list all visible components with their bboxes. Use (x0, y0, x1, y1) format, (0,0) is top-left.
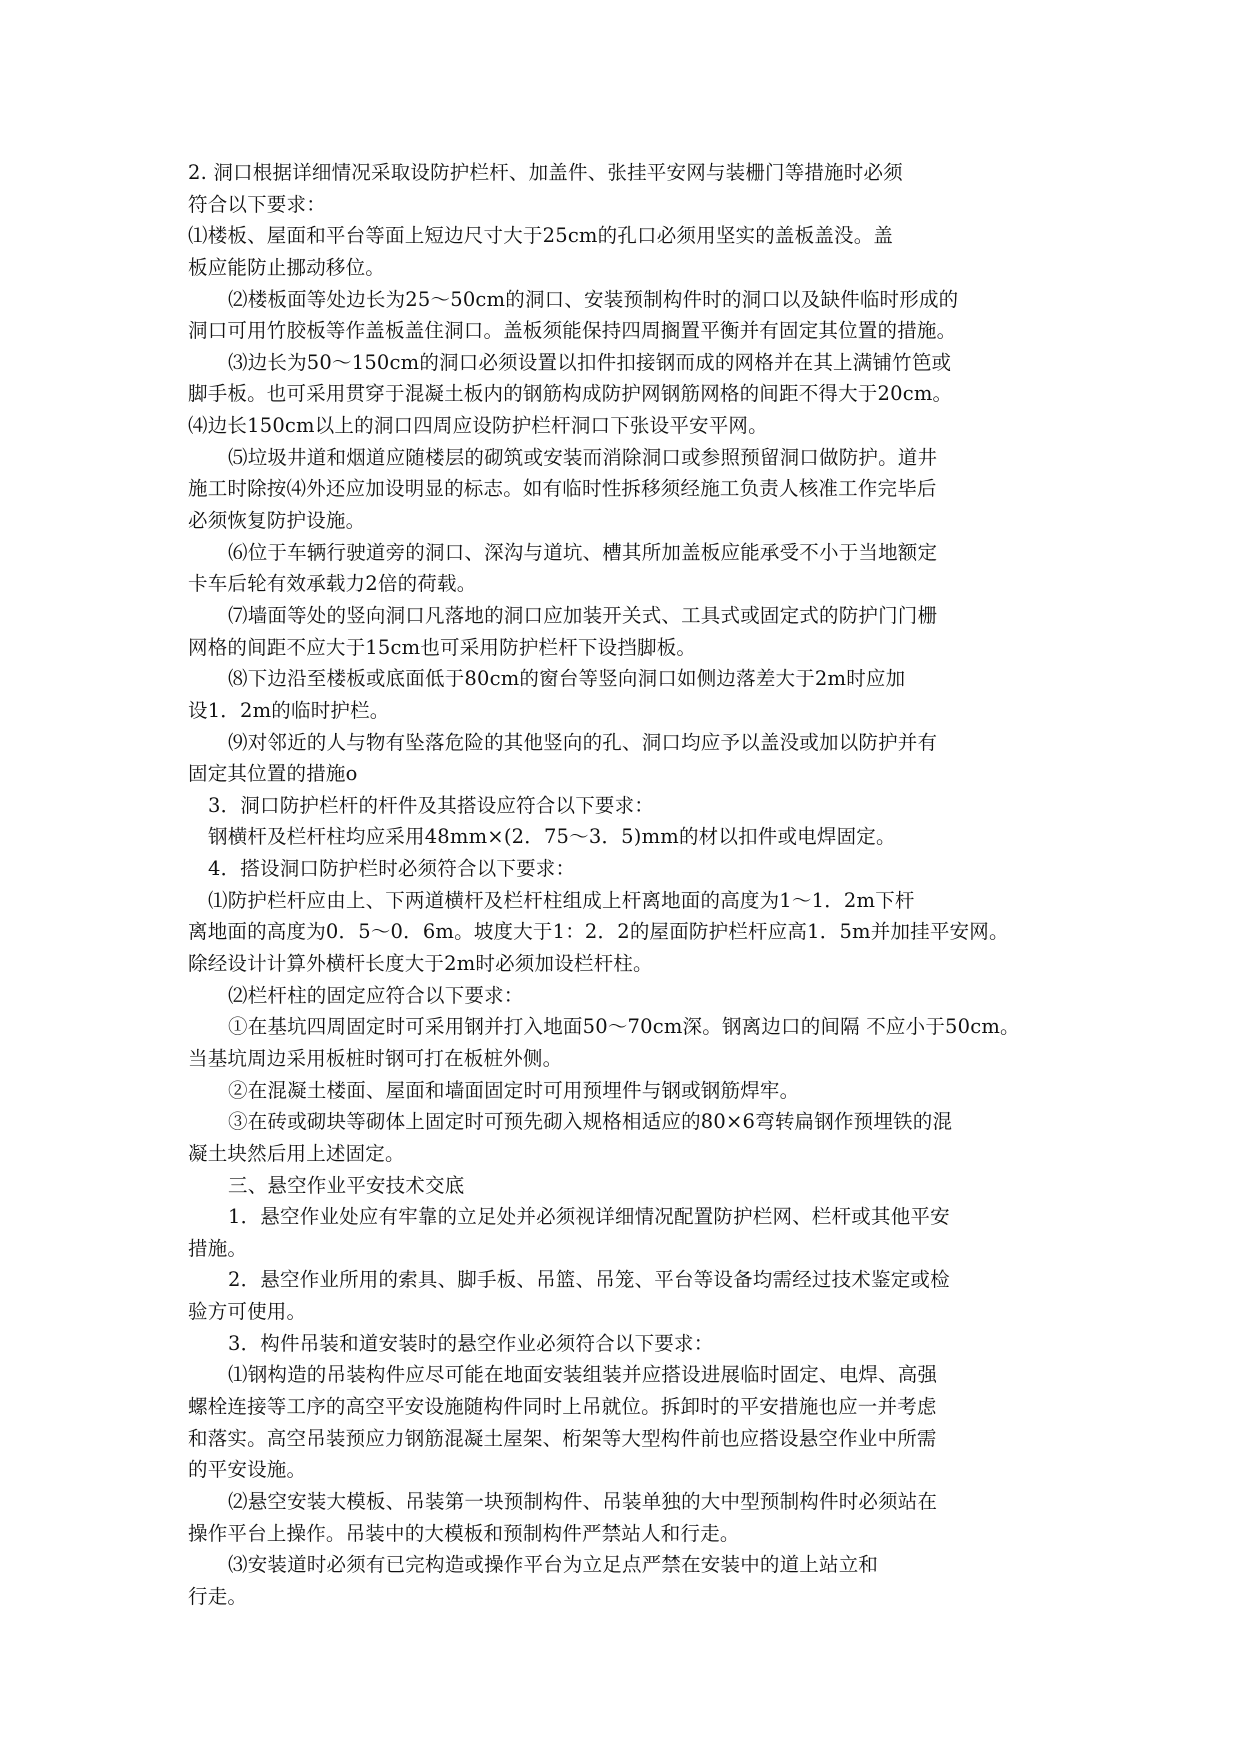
text-line: ⑷边长150cm以上的洞口四周应设防护栏杆洞口下张设平安平网。 (188, 414, 768, 438)
text-line: ⑴防护栏杆应由上、下两道横杆及栏杆柱组成上杆离地面的高度为1～1．2m下杆 (208, 888, 915, 912)
text-line: 2. 洞口根据详细情况采取设防护栏杆、加盖件、张挂平安网与装栅门等措施时必须 (188, 161, 903, 184)
text-line: 的平安设施。 (188, 1458, 307, 1482)
text-line: ⑵悬空安装大模板、吊装第一块预制构件、吊装单独的大中型预制构件时必须站在 (228, 1489, 938, 1513)
text-line: 2．悬空作业所用的索具、脚手板、吊篮、吊笼、平台等设备均需经过技术鉴定或检 (228, 1268, 950, 1292)
text-line: ⑹位于车辆行驶道旁的洞口、深沟与道坑、槽其所加盖板应能承受不小于当地额定 (228, 540, 938, 564)
text-line: 三、悬空作业平安技术交底 (228, 1173, 465, 1197)
text-line: 除经设计计算外横杆长度大于2m时必须加设栏杆柱。 (188, 952, 653, 976)
text-line: 必须恢复防护设施。 (188, 509, 366, 533)
text-line: 板应能防止挪动移位。 (188, 255, 386, 279)
text-line: 洞口可用竹胶板等作盖板盖住洞口。盖板须能保持四周搁置平衡并有固定其位置的措施。 (188, 319, 957, 343)
text-line: ②在混凝土楼面、屋面和墙面固定时可用预埋件与钢或钢筋焊牢。 (228, 1078, 800, 1102)
text-line: ③在砖或砌块等砌体上固定时可预先砌入规格相适应的80×6弯转扁钢作预埋铁的混 (228, 1110, 953, 1134)
text-line: 4．搭设洞口防护栏时必须符合以下要求： (208, 857, 576, 881)
text-line: 施工时除按⑷外还应加设明显的标志。如有临时性拆移须经施工负责人核准工作完毕后 (188, 477, 937, 501)
text-line: ⑼对邻近的人与物有坠落危险的其他竖向的孔、洞口均应予以盖没或加以防护并有 (228, 730, 938, 754)
document-body (188, 157, 1128, 1612)
text-line: 和落实。高空吊装预应力钢筋混凝土屋架、桁架等大型构件前也应搭设悬空作业中所需 (188, 1426, 937, 1450)
text-line: ⑸垃圾井道和烟道应随楼层的砌筑或安装而消除洞口或参照预留洞口做防护。道井 (228, 445, 938, 469)
text-line: 卡车后轮有效承载力2倍的荷载。 (188, 572, 477, 596)
text-line: ⑶边长为50～150cm的洞口必须设置以扣件扣接钢而成的网格并在其上满铺竹笆或 (228, 350, 952, 374)
text-line: 离地面的高度为0．5～0．6m。坡度大于1：2．2的屋面防护栏杆应高1．5m并加挂平安网。 (188, 920, 1009, 944)
text-line: ⑶安装道时必须有已完构造或操作平台为立足点严禁在安装中的道上站立和 (228, 1553, 879, 1577)
text-line: ⑴钢构造的吊装构件应尽可能在地面安装组装并应搭设进展临时固定、电焊、高强 (228, 1363, 938, 1387)
text-line: 固定其位置的措施o (188, 762, 358, 786)
text-line: ①在基坑四周固定时可采用钢并打入地面50～70cm深。钢离边口的间隔 不应小于50cm。 (228, 1015, 1020, 1039)
text-line: 符合以下要求： (188, 192, 326, 216)
text-line: 行走。 (188, 1584, 248, 1608)
text-line: 凝土块然后用上述固定。 (188, 1141, 405, 1165)
text-line: 钢横杆及栏杆柱均应采用48mm×(2．75～3．5)mm的材以扣件或电焊固定。 (208, 825, 896, 849)
text-line: 操作平台上操作。吊装中的大模板和预制构件严禁站人和行走。 (188, 1521, 740, 1545)
text-line: ⑵楼板面等处边长为25～50cm的洞口、安装预制构件时的洞口以及缺件临时形成的 (228, 287, 959, 311)
text-line: 3．洞口防护栏杆的杆件及其搭设应符合以下要求： (208, 793, 655, 817)
text-line: 验方可使用。 (188, 1300, 307, 1324)
text-line: 3．构件吊装和道安装时的悬空作业必须符合以下要求： (228, 1331, 714, 1355)
text-line: ⑻下边沿至楼板或底面低于80cm的窗台等竖向洞口如侧边落差大于2m时应加 (228, 667, 906, 691)
text-line: 设1．2m的临时护栏。 (188, 698, 390, 722)
text-line: 措施。 (188, 1236, 248, 1260)
text-line: ⑵栏杆柱的固定应符合以下要求： (228, 983, 524, 1007)
text-line: 1．悬空作业处应有牢靠的立足处并必须视详细情况配置防护栏网、栏杆或其他平安 (228, 1205, 950, 1229)
text-line: ⑺墙面等处的竖向洞口凡落地的洞口应加装开关式、工具式或固定式的防护门门栅 (228, 603, 938, 627)
text-line: 螺栓连接等工序的高空平安设施随构件同时上吊就位。拆卸时的平安措施也应一并考虑 (188, 1394, 937, 1418)
text-line: 网格的间距不应大于15cm也可采用防护栏杆下设挡脚板。 (188, 635, 697, 659)
text-line: 当基坑周边采用板桩时钢可打在板桩外侧。 (188, 1046, 563, 1070)
text-line: 脚手板。也可采用贯穿于混凝土板内的钢筋构成防护网钢筋网格的间距不得大于20cm。 (188, 382, 953, 406)
text-line: ⑴楼板、屋面和平台等面上短边尺寸大于25cm的孔口必须用坚实的盖板盖没。盖 (188, 224, 894, 248)
